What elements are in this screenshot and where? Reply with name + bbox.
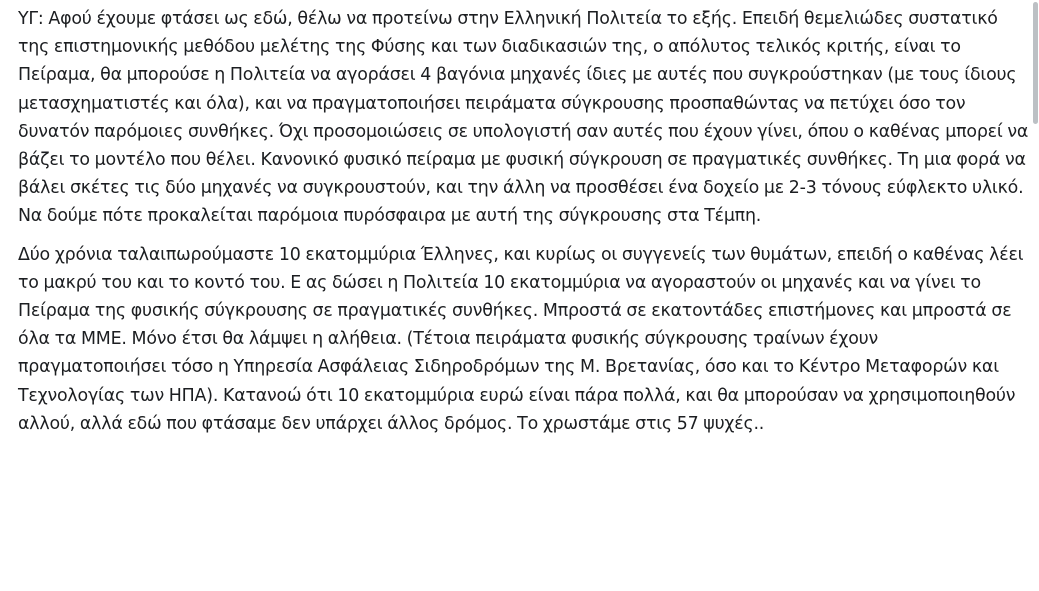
post-paragraph-2: Δύο χρόνια ταλαιπωρούμαστε 10 εκατομμύρια Έλληνες, και κυρίως οι συγγενείς των θυμάτων, επειδή ο καθένας λέει το μακρύ του και το κοντό του. Ε ας δώσει η Πολιτεία 10 εκατομμύρια να αγοραστούν οι μηχανές και να γίνει το Πείραμα της φυσικής σύγκρουσης σε πραγματικές συνθήκες. Μπροστά σε εκατοντάδες επιστήμονες και μπροστά σε όλα τα ΜΜΕ. Μόνο έτσι θα λάμψει η αλήθεια. (Τέτοια πειράματα φυσικής σύγκρουσης τραίνων έχουν πραγματοποιήσει τόσο η Υπηρεσία Ασφάλειας Σιδηροδρόμων της Μ. Βρετανίας, όσο και το Κέντρο Μεταφορών και Τεχνολογίας των ΗΠΑ). Κατανοώ ότι 10 εκατομμύρια ευρώ είναι πάρα πολλά, και θα μπορούσαν να χρησιμοποιηθούν αλλού, αλλά εδώ που φτάσαμε δεν υπάρχει άλλος δρόμος. Το χρωστάμε στις 57 ψυχές.. bbox=[18, 244, 1024, 434]
vertical-scrollbar[interactable] bbox=[1033, 0, 1039, 591]
post-text bbox=[18, 5, 1030, 438]
scrollbar-thumb[interactable] bbox=[1033, 2, 1038, 124]
post-paragraph-1: ΥΓ: Αφού έχουμε φτάσει ως εδώ, θέλω να προτείνω στην Ελληνική Πολιτεία το εξής. Επειδή θεμελιώδες συστατικό της επιστημονικής μεθόδου μελέτης της Φύσης και των διαδικασιών της, ο απόλυτος τελικός κριτής, είναι το Πείραμα, θα μπορούσε η Πολιτεία να αγοράσει 4 βαγόνια μηχανές ίδιες με αυτές που συγκρούστηκαν (με τους ίδιους μετασχηματιστές και όλα), και να πραγματοποιήσει πειράματα σύγκρουσης προσπαθώντας να πετύχει όσο τον δυνατόν παρόμοιες συνθήκες. Όχι προσομοιώσεις σε υπολογιστή σαν αυτές που έχουν γίνει, όπου ο καθένας μπορεί να βάζει το μοντέλο που θέλει. Κανονικό φυσικό πείραμα με φυσική σύγκρουση σε πραγματικές συνθήκες. Τη μια φορά να βάλει σκέτες τις δύο μηχανές να συγκρουστούν, και την άλλη να προσθέσει ένα δοχείο με 2-3 τόνους εύφλεκτο υλικό. Να δούμε πότε προκαλείται παρόμοια πυρόσφαιρα με αυτή της σύγκρουσης στα Τέμπη. bbox=[18, 9, 1029, 227]
